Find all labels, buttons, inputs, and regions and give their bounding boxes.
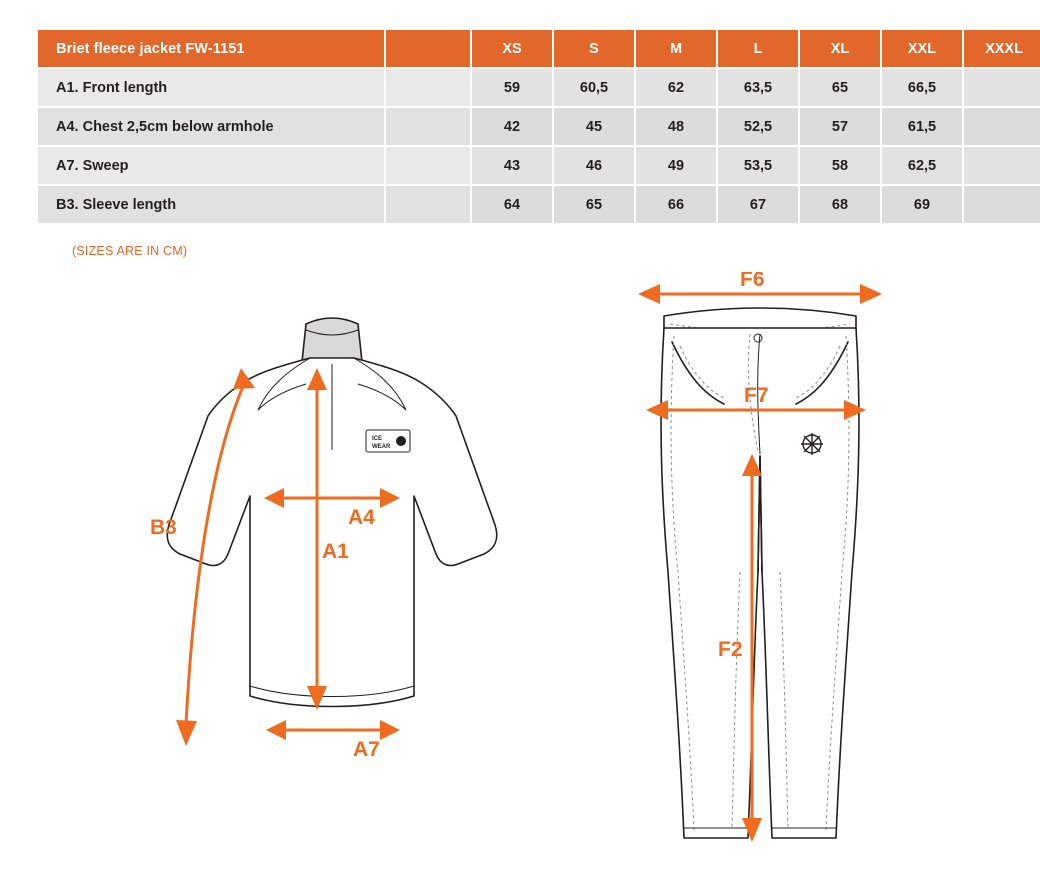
label-a1: A1	[322, 540, 349, 563]
cell-a7-s: 46	[553, 146, 635, 185]
brand-text-line1: ICE	[372, 436, 383, 442]
size-header-xxl: XXL	[881, 29, 963, 68]
table-row	[37, 107, 1040, 146]
label-a7: A7	[353, 738, 380, 761]
cell-a7-l: 53,5	[717, 146, 799, 185]
measurement-label-a4: A4. Chest 2,5cm below armhole	[37, 107, 385, 146]
measurement-label-a7: A7. Sweep	[37, 146, 385, 185]
brand-logo	[366, 430, 410, 452]
cell-a7-xs: 43	[471, 146, 553, 185]
size-table-head	[37, 29, 1040, 68]
table-row	[37, 146, 1040, 185]
size-header-xl: XL	[799, 29, 881, 68]
measurement-label-a1: A1. Front length	[37, 68, 385, 107]
label-b3: B3	[150, 516, 177, 539]
cell-a7-m: 49	[635, 146, 717, 185]
cell-b3-l: 67	[717, 185, 799, 224]
cell-a4-xl: 57	[799, 107, 881, 146]
cell-a1-xs: 59	[471, 68, 553, 107]
cell-a4-xs: 42	[471, 107, 553, 146]
cell-a1-l: 63,5	[717, 68, 799, 107]
brand-text-line2: WEAR	[372, 444, 391, 450]
size-table	[36, 28, 1040, 225]
cell-a4-xxxl	[963, 107, 1040, 146]
snowflake-icon	[801, 433, 823, 455]
cell-b3-m: 66	[635, 185, 717, 224]
cell-b3-xs: 64	[471, 185, 553, 224]
sweep-arrow-head-right	[380, 720, 400, 740]
product-title-cell: Briet fleece jacket FW-1151	[37, 29, 385, 68]
cell-a7-xxl: 62,5	[881, 146, 963, 185]
label-f6: F6	[740, 272, 765, 291]
size-table-container	[36, 28, 1023, 225]
row-spacer-cell	[385, 185, 471, 224]
cell-b3-s: 65	[553, 185, 635, 224]
cell-a4-m: 48	[635, 107, 717, 146]
table-row	[37, 68, 1040, 107]
cell-b3-xl: 68	[799, 185, 881, 224]
row-spacer-cell	[385, 107, 471, 146]
size-header-xs: XS	[471, 29, 553, 68]
sweep-arrow-head-left	[266, 720, 286, 740]
size-header-m: M	[635, 29, 717, 68]
cell-a7-xxxl	[963, 146, 1040, 185]
label-f2: F2	[718, 638, 743, 661]
cell-a4-s: 45	[553, 107, 635, 146]
units-note: (SIZES ARE IN CM)	[72, 244, 188, 258]
row-spacer-cell	[385, 68, 471, 107]
size-header-s: S	[553, 29, 635, 68]
brand-dot-icon	[396, 436, 406, 446]
cell-b3-xxxl	[963, 185, 1040, 224]
size-header-l: L	[717, 29, 799, 68]
fleece-jacket-illustration	[110, 272, 530, 792]
measure-sweep-a7	[266, 720, 400, 761]
header-spacer-cell	[385, 29, 471, 68]
cell-a1-m: 62	[635, 68, 717, 107]
cell-a4-xxl: 61,5	[881, 107, 963, 146]
hip-arrow-head-left	[646, 400, 668, 420]
table-header-row	[37, 29, 1040, 68]
cell-a1-xl: 65	[799, 68, 881, 107]
size-header-xxxl: XXXL	[963, 29, 1040, 68]
measure-waist-f6	[638, 272, 882, 304]
cell-a1-xxl: 66,5	[881, 68, 963, 107]
cell-b3-xxl: 69	[881, 185, 963, 224]
pants-illustration	[600, 272, 1000, 872]
cell-a7-xl: 58	[799, 146, 881, 185]
cell-a1-s: 60,5	[553, 68, 635, 107]
sleeve-arrow-head-bottom	[176, 720, 197, 746]
measurement-label-b3: B3. Sleeve length	[37, 185, 385, 224]
illustrations-area	[0, 272, 1040, 892]
label-f7: F7	[744, 384, 769, 407]
waist-arrow-head-right	[860, 284, 882, 304]
size-table-body	[37, 68, 1040, 224]
cell-a4-l: 52,5	[717, 107, 799, 146]
row-spacer-cell	[385, 146, 471, 185]
waist-arrow-head-left	[638, 284, 660, 304]
table-row	[37, 185, 1040, 224]
cell-a1-xxxl	[963, 68, 1040, 107]
label-a4: A4	[348, 506, 375, 529]
